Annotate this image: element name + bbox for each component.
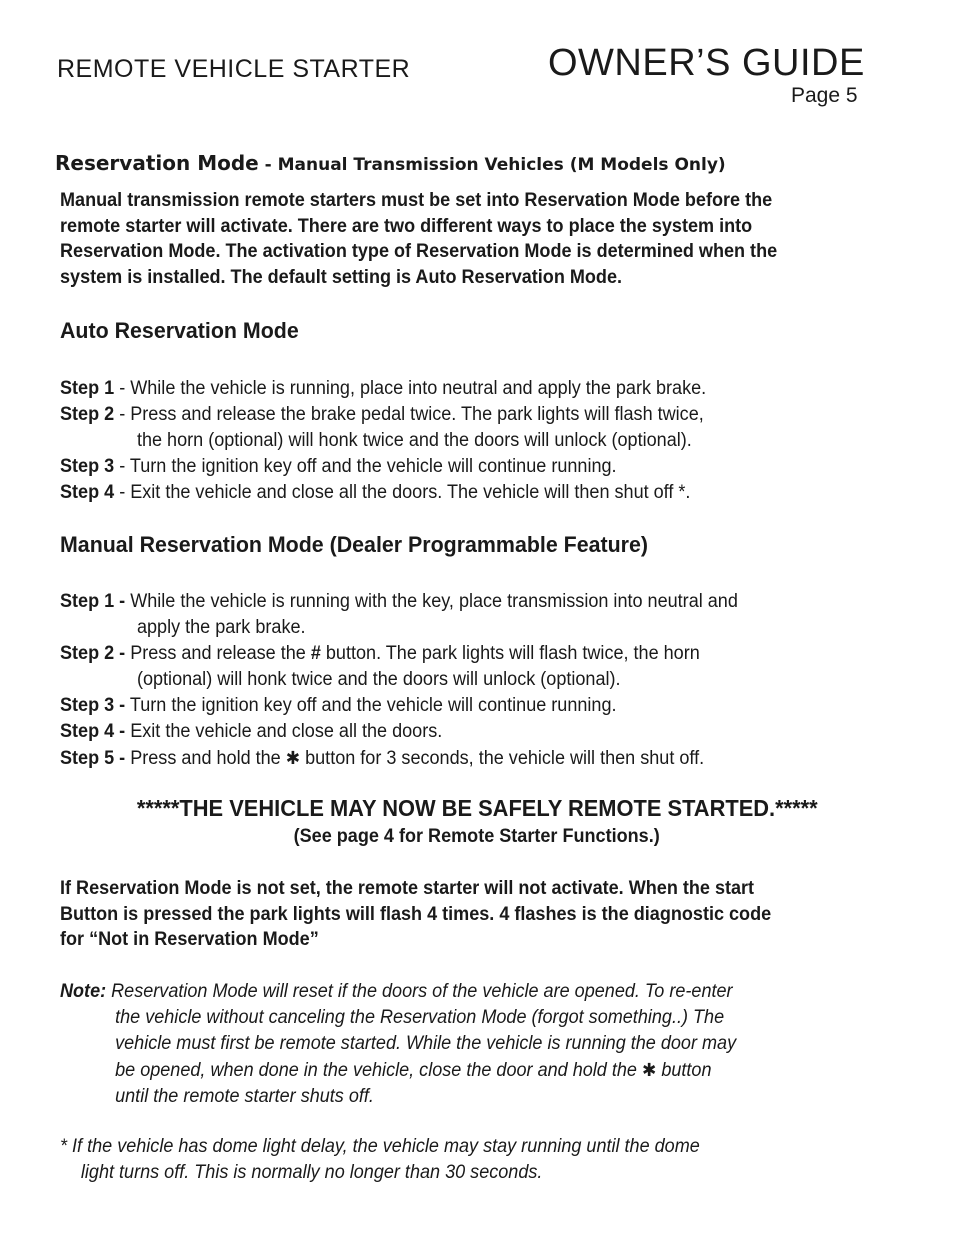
note-line: the vehicle without canceling the Reservation Mode (forgot something..) The xyxy=(115,1007,725,1028)
step-text: Press and release the brake pedal twice. The park lights will flash twice, xyxy=(130,404,704,425)
note-text: Reservation Mode will reset if the doors of the vehicle are opened. To re-enter xyxy=(106,981,733,1002)
auto-step-4 xyxy=(60,480,896,506)
section-title xyxy=(55,151,726,175)
step-label: Step 2 xyxy=(60,404,115,425)
step-text: While the vehicle is running with the key, place transmission into neutral and xyxy=(125,591,738,612)
footnote-line: light turns off. This is normally no longer than 30 seconds. xyxy=(80,1162,543,1183)
step-label: Step 4 xyxy=(60,482,115,503)
step-continuation: the horn (optional) will honk twice and the doors will unlock (optional). xyxy=(136,430,692,451)
step-text: While the vehicle is running, place into neutral and apply the park brake. xyxy=(130,378,707,399)
step-separator: - xyxy=(114,456,130,477)
warning-line: for “Not in Reservation Mode” xyxy=(60,929,319,950)
note-text: button xyxy=(656,1060,712,1081)
warning-paragraph xyxy=(60,876,877,953)
manual-step-1 xyxy=(60,589,896,615)
note-text: be opened, when done in the vehicle, close the door and hold the xyxy=(115,1060,642,1081)
auto-step-1 xyxy=(60,376,896,402)
notice-text: *****THE VEHICLE MAY NOW BE SAFELY REMOTE STARTED.***** xyxy=(136,795,818,821)
step-separator: - xyxy=(114,482,131,503)
auto-steps-list xyxy=(60,376,896,506)
manual-step-3 xyxy=(60,693,896,719)
intro-line: system is installed. The default setting is Auto Reservation Mode. xyxy=(60,266,623,288)
step-label: Step 3 - xyxy=(60,695,126,716)
step-label: Step 3 xyxy=(60,456,115,477)
asterisk-button-icon: ✱ xyxy=(641,1060,657,1080)
hash-button-symbol: # xyxy=(310,643,321,664)
step-label: Step 5 - xyxy=(60,748,126,769)
step-text: Turn the ignition key off and the vehicle will continue running. xyxy=(129,456,617,477)
warning-line: If Reservation Mode is not set, the remote starter will not activate. When the start xyxy=(60,878,755,899)
step-text: Exit the vehicle and close all the doors. xyxy=(125,721,443,742)
auto-step-3 xyxy=(60,454,896,480)
see-page-reference xyxy=(0,826,954,848)
section-title-main: Reservation Mode xyxy=(55,151,259,175)
reference-text: (See page 4 for Remote Starter Functions.) xyxy=(293,826,661,847)
manual-step-5 xyxy=(60,745,896,772)
intro-line: Reservation Mode. The activation type of Reservation Mode is determined when the xyxy=(60,241,778,262)
step-text: button for 3 seconds, the vehicle will then shut off. xyxy=(300,748,705,769)
manual-steps-list xyxy=(60,589,896,772)
auto-step-2 xyxy=(60,402,896,428)
note-line xyxy=(60,1057,896,1084)
step-separator: - xyxy=(114,404,131,425)
footnote-line: * If the vehicle has dome light delay, the vehicle may stay running until the dome xyxy=(60,1136,700,1157)
manual-reservation-heading: Manual Reservation Mode (Dealer Programmable Feature) xyxy=(60,532,648,557)
section-title-sub: - Manual Transmission Vehicles (M Models Only) xyxy=(258,155,726,175)
header-product-name: REMOTE VEHICLE STARTER xyxy=(57,55,411,83)
step-text: button. The park lights will flash twice, the horn xyxy=(320,643,700,664)
step-continuation: apply the park brake. xyxy=(136,617,306,638)
step-continuation: (optional) will honk twice and the doors will unlock (optional). xyxy=(136,669,621,690)
step-label: Step 1 - xyxy=(60,591,126,612)
header-guide-title: OWNER’S GUIDE xyxy=(548,42,865,84)
manual-step-2 xyxy=(60,641,896,667)
step-label: Step 1 xyxy=(60,378,115,399)
warning-line: Button is pressed the park lights will flash 4 times. 4 flashes is the diagnostic code xyxy=(60,903,772,925)
intro-paragraph xyxy=(60,188,877,290)
footnote xyxy=(60,1134,896,1186)
step-text: Press and hold the xyxy=(125,748,286,769)
note-label: Note: xyxy=(60,981,107,1002)
intro-line: Manual transmission remote starters must be set into Reservation Mode before the xyxy=(60,190,773,211)
note-block xyxy=(60,979,896,1110)
step-separator: - xyxy=(114,378,131,399)
intro-line: remote starter will activate. There are two different ways to place the system into xyxy=(60,215,753,237)
asterisk-button-icon: ✱ xyxy=(285,748,301,768)
step-label: Step 2 - xyxy=(60,643,126,664)
step-text: Turn the ignition key off and the vehicle will continue running. xyxy=(125,695,617,716)
step-label: Step 4 - xyxy=(60,721,126,742)
manual-step-4 xyxy=(60,719,896,745)
step-text: Exit the vehicle and close all the doors. The vehicle will then shut off *. xyxy=(130,482,691,503)
safe-start-notice xyxy=(0,795,954,822)
step-text: Press and release the xyxy=(125,643,311,664)
auto-reservation-heading: Auto Reservation Mode xyxy=(60,318,299,343)
page-number: Page 5 xyxy=(791,84,858,107)
note-line: vehicle must first be remote started. While the vehicle is running the door may xyxy=(115,1033,737,1054)
note-line: until the remote starter shuts off. xyxy=(115,1086,374,1107)
